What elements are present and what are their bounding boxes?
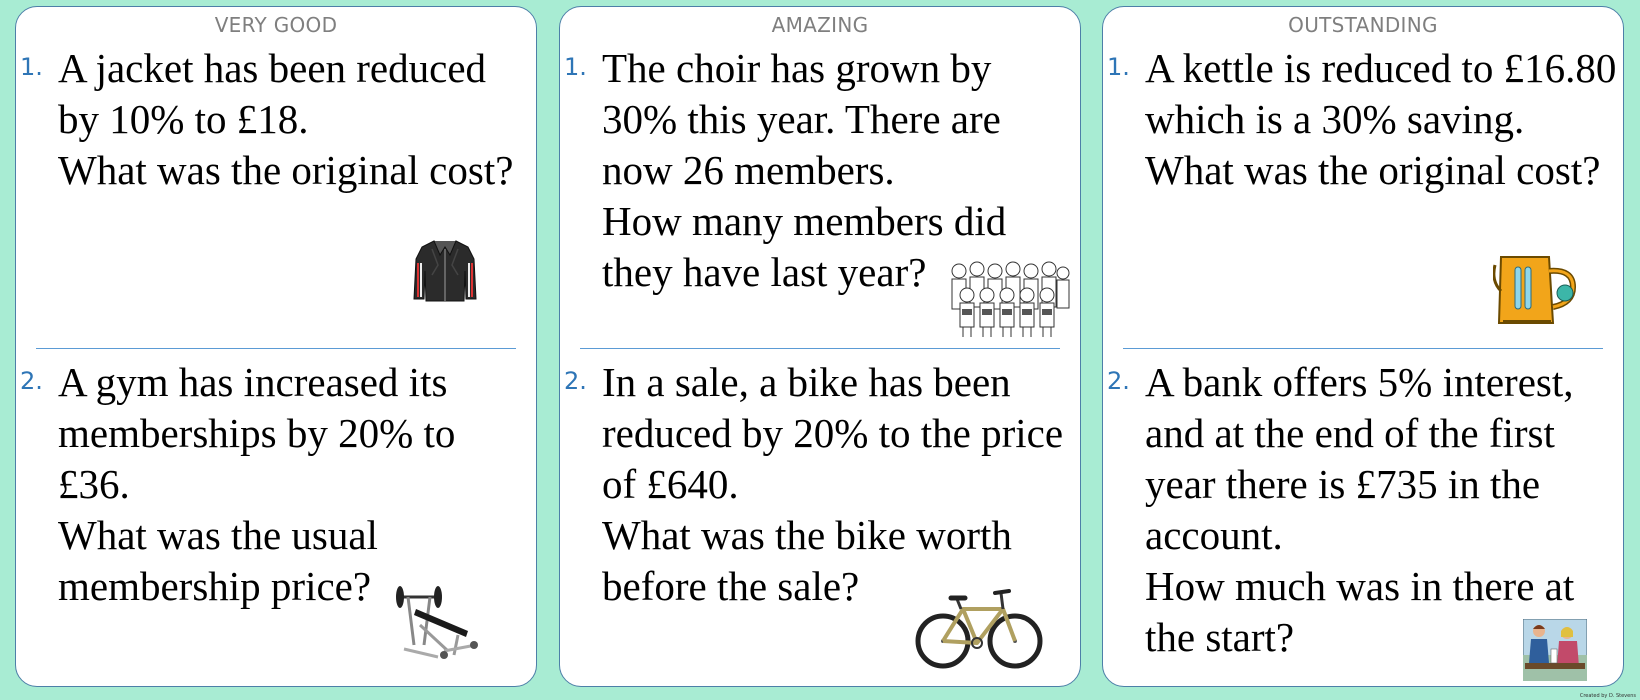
question-prompt: What was the bike worth before the sale? (602, 512, 1012, 609)
question-text (1145, 43, 1619, 196)
bank-teller-icon (1523, 619, 1587, 681)
question-text (602, 357, 1076, 612)
question-prompt: What was the original cost? (58, 147, 514, 193)
question-number: 2. (564, 367, 587, 395)
bicycle-icon (915, 587, 1045, 671)
question-number: 1. (20, 53, 43, 81)
question-number: 1. (1107, 53, 1130, 81)
weight-bench-icon (388, 585, 482, 667)
worksheet-card-outstanding (1102, 6, 1624, 687)
section-divider (580, 348, 1060, 349)
question-prompt: What was the original cost? (1145, 147, 1601, 193)
choir-icon (947, 259, 1071, 339)
question-prompt: How much was in there at the start? (1145, 563, 1575, 660)
question-text (58, 43, 532, 196)
kettle-icon (1493, 251, 1581, 329)
section-divider (1123, 348, 1603, 349)
question-number: 2. (20, 367, 43, 395)
question-number: 2. (1107, 367, 1130, 395)
question-text (58, 357, 532, 612)
question-statement: A gym has increased its memberships by 20% to £36. (58, 359, 456, 507)
worksheet-card-amazing (559, 6, 1081, 687)
section-divider (36, 348, 516, 349)
card-title: OUTSTANDING (1288, 13, 1438, 37)
question-statement: The choir has grown by 30% this year. There are now 26 members. (602, 45, 1001, 193)
question-prompt: What was the usual membership price? (58, 512, 378, 609)
card-title: AMAZING (771, 13, 869, 37)
question-number: 1. (564, 53, 587, 81)
question-statement: A bank offers 5% interest, and at the end of the first year there is £735 in the account. (1145, 359, 1574, 558)
question-statement: A kettle is reduced to £16.80 which is a 30% saving. (1145, 45, 1617, 142)
question-prompt: How many members did they have last year? (602, 198, 1007, 295)
jacket-icon (410, 235, 480, 305)
question-text (1145, 357, 1619, 663)
author-credit: Created by D. Stevens (1579, 693, 1636, 699)
question-statement: A jacket has been reduced by 10% to £18. (58, 45, 487, 142)
card-title: VERY GOOD (214, 13, 338, 37)
worksheet-card-very-good (15, 6, 537, 687)
question-statement: In a sale, a bike has been reduced by 20% to the price of £640. (602, 359, 1064, 507)
